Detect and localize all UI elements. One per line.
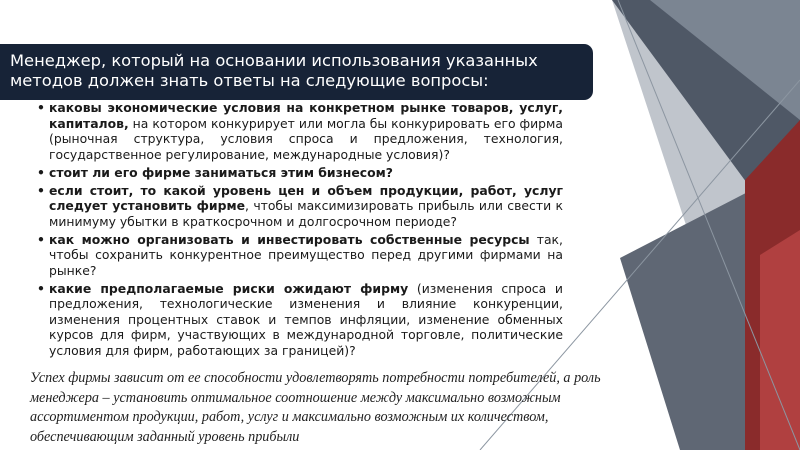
footer-note: Успех фирмы зависит от ее способности удовлетворять потребности потребителей, а роль менеджера – установить оптимальное соотношение между максимально возможным ассортиментом продукции, работ, услуг и максимально возможным их количеством, обеспечивающим заданный уровень прибыли	[30, 370, 601, 445]
bullet-bold-text: как можно организовать и инвестировать собственные ресурсы	[49, 231, 530, 247]
bullet-list	[37, 100, 563, 361]
bullet-text: на котором конкурирует или могла бы конкурировать его фирма (рыночная структура, условия спроса и предложения, технология, государственное регулирование, международные условия)?	[49, 115, 563, 162]
bullet-bold-text: если стоит, то какой уровень цен и объем продукции, работ, услуг следует установить фирме	[49, 182, 563, 213]
bullet-item	[37, 281, 563, 361]
red-light-shape	[760, 230, 800, 450]
bullet-text: так, чтобы сохранить конкурентное преимущество перед другими фирмами на рынке?	[49, 231, 563, 278]
bullet-item	[37, 100, 563, 165]
title-banner	[0, 44, 593, 100]
bullet-bold-text: стоит ли его фирме заниматься этим бизнесом?	[49, 164, 393, 180]
slide-title: Менеджер, который на основании использования указанных методов должен знать ответы на следующие вопросы:	[10, 51, 538, 90]
bullet-bold-text: каковы экономические условия на конкретном рынке товаров, услуг, капиталов,	[49, 100, 563, 131]
bullet-item	[37, 232, 563, 281]
bullet-item	[37, 183, 563, 232]
bullet-text: (изменения спроса и предложения, технологические изменения и влияние конкуренции, изменения процентных ставок и темпов инфляции, изменение обменных курсов для фирм, участвующих в международной торговле, политические условия для фирм, работающих за границей)?	[49, 280, 563, 358]
bullet-item	[37, 165, 563, 183]
bullet-bold-text: какие предполагаемые риски ожидают фирму	[49, 280, 409, 296]
bullet-text: , чтобы максимизировать прибыль или свести к минимуму убытки в краткосрочном и долгосрочном периоде?	[49, 198, 563, 229]
